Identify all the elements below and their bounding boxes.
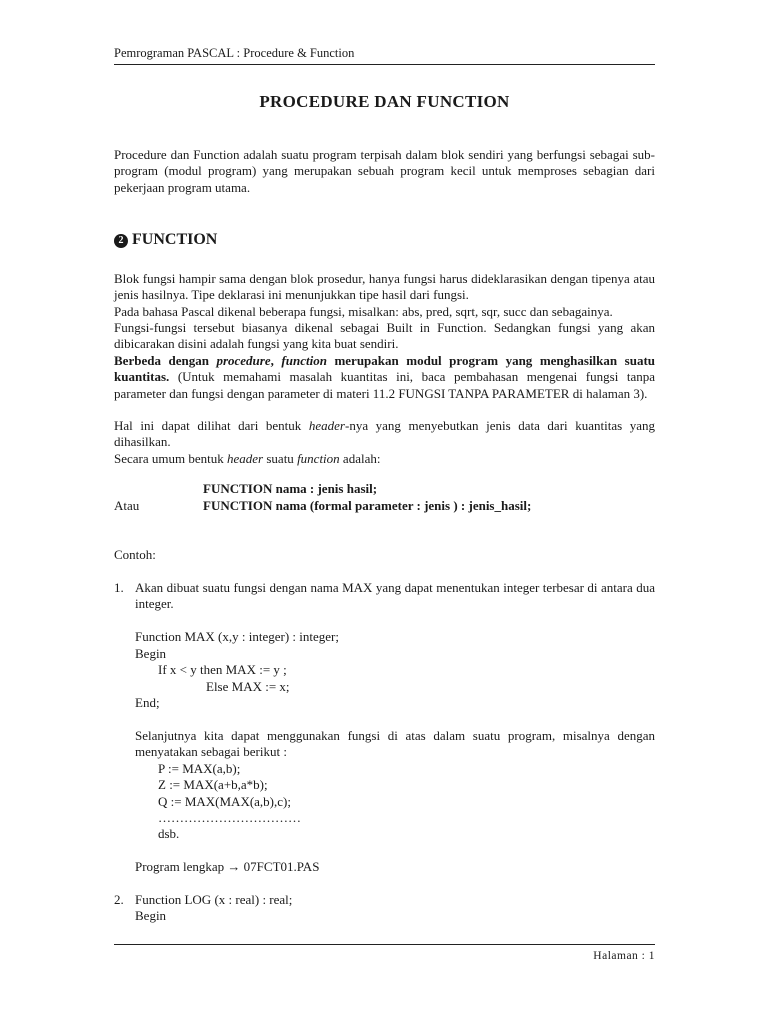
page-number: Halaman : 1 xyxy=(593,950,655,962)
paragraph-text: adalah: xyxy=(339,451,381,466)
function-paragraph-6 xyxy=(114,451,655,467)
page-header: Pemrograman PASCAL : Procedure & Function xyxy=(114,45,655,65)
code-line: Function LOG (x : real) : real; xyxy=(135,892,293,907)
syntax-atau: Atau xyxy=(114,498,140,513)
program-reference: Program lengkap → 07FCT01.PAS xyxy=(135,859,320,874)
code-line: Begin xyxy=(135,908,167,923)
syntax-line-1: FUNCTION nama : jenis hasil; xyxy=(203,481,378,496)
function-paragraph-5 xyxy=(114,418,655,451)
syntax-line-2: FUNCTION nama (formal parameter : jenis ) : jenis_hasil; xyxy=(203,498,532,513)
numbered-bullet-icon: 2 xyxy=(114,234,128,248)
usage-line: Q := MAX(MAX(a,b),c); xyxy=(158,794,291,809)
paragraph-text: Secara umum bentuk xyxy=(114,451,227,466)
code-line: Begin xyxy=(135,646,167,661)
section-heading-text: FUNCTION xyxy=(132,231,218,248)
emphasis-text: merupakan modul program yang menghasilkan suatu kuantitas. xyxy=(114,353,656,385)
paragraph-text: (Untuk memahami masalah kuantitas ini, baca pembahasan mengenai fungsi tanpa parameter dan fungsi dengan parameter di materi 11.2 FUNGSI TANPA PARAMETER di halaman 3). xyxy=(114,369,655,401)
usage-line: …………………………… xyxy=(158,810,301,825)
usage-line: P := MAX(a,b); xyxy=(158,761,241,776)
function-paragraph-3: Fungsi-fungsi tersebut biasanya dikenal sebagai Built in Function. Sedangkan fungsi yang akan dibicarakan disini adalah fungsi yang kita buat sendiri. xyxy=(114,320,655,352)
emphasis-italic: procedure xyxy=(216,353,271,368)
italic-term: function xyxy=(297,451,340,466)
function-paragraph-1: Blok fungsi hampir sama dengan blok prosedur, hanya fungsi harus dideklarasikan dengan tipenya atau jenis hasilnya. Tipe deklarasi ini menunjukkan tipe hasil dari fungsi. xyxy=(114,271,655,303)
item-2-number: 2. xyxy=(114,892,124,907)
italic-term: header xyxy=(308,418,345,433)
item-1-number: 1. xyxy=(114,580,124,595)
function-paragraph-2: Pada bahasa Pascal dikenal beberapa fungsi, misalkan: abs, pred, sqrt, sqr, succ dan sebagainya. xyxy=(114,304,613,319)
paragraph-text: Hal ini dapat dilihat dari bentuk xyxy=(114,418,309,433)
usage-line: dsb. xyxy=(158,826,180,841)
emphasis-italic: function xyxy=(281,353,327,368)
item-1-text: Akan dibuat suatu fungsi dengan nama MAX yang dapat menentukan integer terbesar di antara dua integer. xyxy=(135,580,655,612)
code-line: End; xyxy=(135,695,160,710)
usage-line: Z := MAX(a+b,a*b); xyxy=(158,777,268,792)
function-paragraph-4 xyxy=(114,353,655,402)
section-heading xyxy=(114,232,217,248)
paragraph-text: suatu xyxy=(263,451,298,466)
paragraph-text: -nya yang menyebutkan jenis data dari kuantitas yang dihasilkan. xyxy=(114,418,655,450)
item-1-text-2: Selanjutnya kita dapat menggunakan fungsi di atas dalam suatu program, misalnya dengan menyatakan sebagai berikut : xyxy=(135,728,655,760)
emphasis-text: , xyxy=(270,353,282,368)
code-line: If x < y then MAX := y ; xyxy=(158,662,287,677)
footer-divider xyxy=(114,944,655,945)
italic-term: header xyxy=(227,451,264,466)
code-line: Function MAX (x,y : integer) : integer; xyxy=(135,629,339,644)
intro-paragraph: Procedure dan Function adalah suatu program terpisah dalam blok sendiri yang berfungsi sebagai sub-program (modul program) yang merupakan sebuah program kecil untuk memproses sebagian dari pekerjaan program utama. xyxy=(114,147,655,195)
contoh-label: Contoh: xyxy=(114,547,156,562)
page-title: PROCEDURE DAN FUNCTION xyxy=(259,92,510,111)
emphasis-text: Berbeda dengan xyxy=(114,353,217,368)
code-line: Else MAX := x; xyxy=(206,679,290,694)
